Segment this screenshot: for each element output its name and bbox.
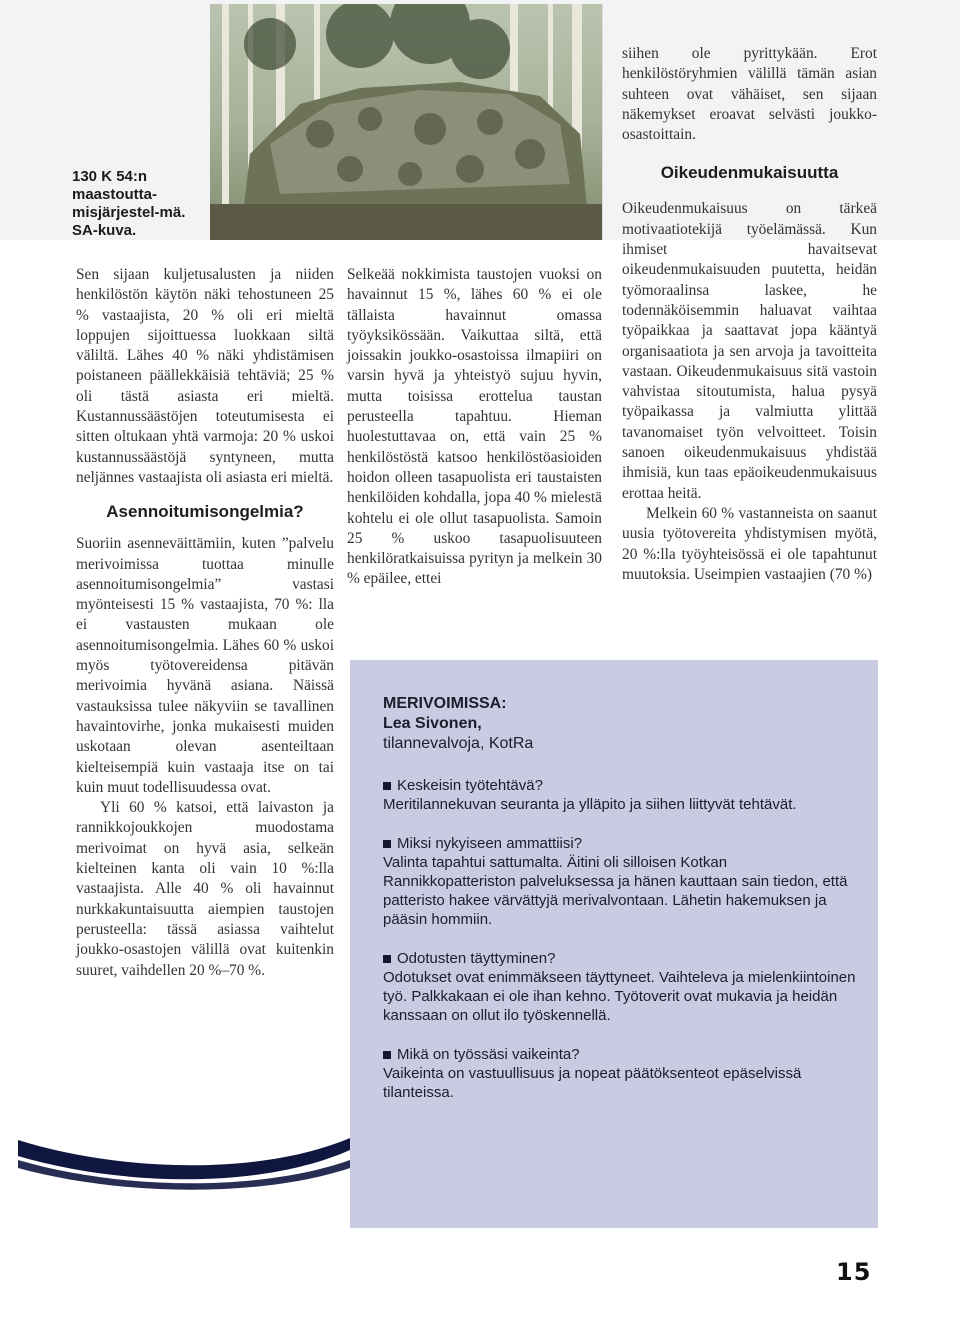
interviewee-role: tilannevalvoja, KotRa xyxy=(383,735,534,752)
question: Miksi nykyiseen ammattiisi? xyxy=(397,835,583,852)
paragraph: Oikeudenmukaisuus on tärkeä motivaatiotekijä työelämässä. Kun ihmiset havaitsevat oikeudenmukaisuuden puutetta, heidän työmoraalinsa laskee, he todennäköisemmin haluavat vaihtaa työpaikkaa ja saattavat jopa kääntyä organisaatiota ja sen arvoja ja tavoitteita vastaan. Oikeudenmukaisuus sitä vastoin vahvistaa sitoutumista, halua pysyä työpaikassa ja valmiutta ylittää tavanomaiset työn velvoitteet. Toisin sanoen oikeudenmukaisuus yhdistää ihmisiä, kun taas epäoikeudenmukaisuus erottaa heitä. xyxy=(622,200,877,502)
question: Keskeisin työtehtävä? xyxy=(397,777,543,794)
bullet-square-icon xyxy=(383,840,391,848)
interview-content xyxy=(383,694,863,1122)
camouflage-photo xyxy=(210,4,603,240)
bullet-square-icon xyxy=(383,1051,391,1059)
question: Mikä on työssäsi vaikeinta? xyxy=(397,1046,580,1063)
qa-item xyxy=(383,776,863,814)
answer: Valinta tapahtui sattumalta. Äitini oli silloisen Kotkan Rannikkopatteriston palveluksessa ja hänen kauttaan sain tiedon, että patteristo hakee värvättyjä merivalvontaan. Lähetin hakemuksen ja pääsin hommiin. xyxy=(383,854,848,928)
column-left xyxy=(76,265,334,981)
interviewee-name: Lea Sivonen, xyxy=(383,715,482,732)
paragraph: Suoriin asenneväittämiin, kuten ”palvelu merivoimissa tuottaa minulle asennoitumisongelmia” vastasi myönteisesti 15 % vastaajista, 70 %: lla ei vastausten mukaan ole asennoitumisongelmia. Lähes 60 % uskoi myös työtovereidensa pitävän merivoimia hyvänä asiana. Näissä vastauksissa tulee näkyviin se tavallinen havaintovirhe, jonka mukaisesti muiden uskotaan olevan asenteiltaan kielteisempiä kuin vastaaja itse on tai kuin muut todellisuudessa ovat. xyxy=(76,535,334,796)
column-middle xyxy=(347,265,602,590)
paragraph: Sen sijaan kuljetusalusten ja niiden henkilöstön käytön näki tehostuneen 25 % vastaajista, 20 % oli eri mieltä loppujen sijoittuessa luokkaan siltä väliltä. Lähes 40 % näki yhdistämisen poistaneen päällekkäisiä tehtäviä; 25 % oli tästä asiasta eri mieltä. Kustannussäästöjen toteutumisesta ei sitten oltukaan yhtä varmoja: 20 % uskoi kustannussäästöjä syntyneen, mutta neljännes vastaajista oli asiasta eri mieltä. xyxy=(76,266,334,486)
paragraph: Yli 60 % katsoi, että laivaston ja rannikkojoukkojen muodostama merivoimat on hyvä asia, selkeän kielteinen kanta oli vain 10 %:lla vastaajista. Alle 40 % oli havainnut nurkkakuntaisuutta aiempien taustojen perusteella: tässä asiassa vaihtelut joukko-osastojen välillä ovat kuitenkin suuret, vaihdellen 20 %–70 %. xyxy=(76,799,334,979)
box-label: MERIVOIMISSA: xyxy=(383,695,507,712)
qa-item xyxy=(383,834,863,929)
photo-caption: 130 K 54:n maastoutta-misjärjestel-mä. SA-kuva. xyxy=(72,168,186,239)
bullet-square-icon xyxy=(383,782,391,790)
section-heading: Asennoitumisongelmia? xyxy=(106,502,304,522)
page-number: 15 xyxy=(836,1258,872,1286)
qa-item xyxy=(383,949,863,1025)
answer: Vaikeinta on vastuullisuus ja nopeat päätöksenteot epäselvissä tilanteissa. xyxy=(383,1065,802,1101)
bullet-square-icon xyxy=(383,955,391,963)
paragraph: Selkeää nokkimista taustojen vuoksi on havainnut 15 %, lähes 60 % ei ole tällaista havainnut omassa työyksikössään. Vaikuttaa siltä, että joissakin joukko-osastoissa ilmapiiri on varsin hyvä ja yhteistyö sujuu hyvin, mutta toisissa erottelua taustan perusteella tapahtuu. Hieman huolestuttavaa on, että vain 25 % henkilöstöstä katsoo henkilöstöasioiden hoidon olleen tasapuolista eri taustaisten henkilöiden kohdalla, jopa 40 % mielestä kohtelu ei ole ollut tasapuolista. Samoin 25 % uskoo tasapuolisuuteen henkilöratkaisuissa pyrityn ja melkein 30 % epäilee, ettei xyxy=(347,266,602,588)
column-right xyxy=(622,44,877,585)
qa-item xyxy=(383,1045,863,1102)
paragraph: Melkein 60 % vastanneista on saanut uusia työtovereita yhdistymisen myötä, 20 %:lla työyhteisössä ei ole tapahtunut muutoksia. Useimpien vastaajien (70 %) xyxy=(622,504,877,583)
answer: Meritilannekuvan seuranta ja ylläpito ja siihen liittyvät tehtävät. xyxy=(383,796,797,813)
wave-decoration xyxy=(0,1120,520,1190)
section-heading: Oikeudenmukaisuutta xyxy=(660,163,839,183)
answer: Odotukset ovat enimmäkseen täyttyneet. Vaihteleva ja mielenkiintoinen työ. Palkkakaan ei ole ihan kehno. Työtoverit ovat mukavia ja heidän kanssaan on ollut ilo työskennellä. xyxy=(383,969,856,1024)
paragraph: siihen ole pyrittykään. Erot henkilöstöryhmien välillä tämän asian suhteen ovat vähäiset, sen sijaan näkemykset eroavat selvästi joukko-osastoittain. xyxy=(622,45,877,144)
question: Odotusten täyttyminen? xyxy=(397,950,556,967)
